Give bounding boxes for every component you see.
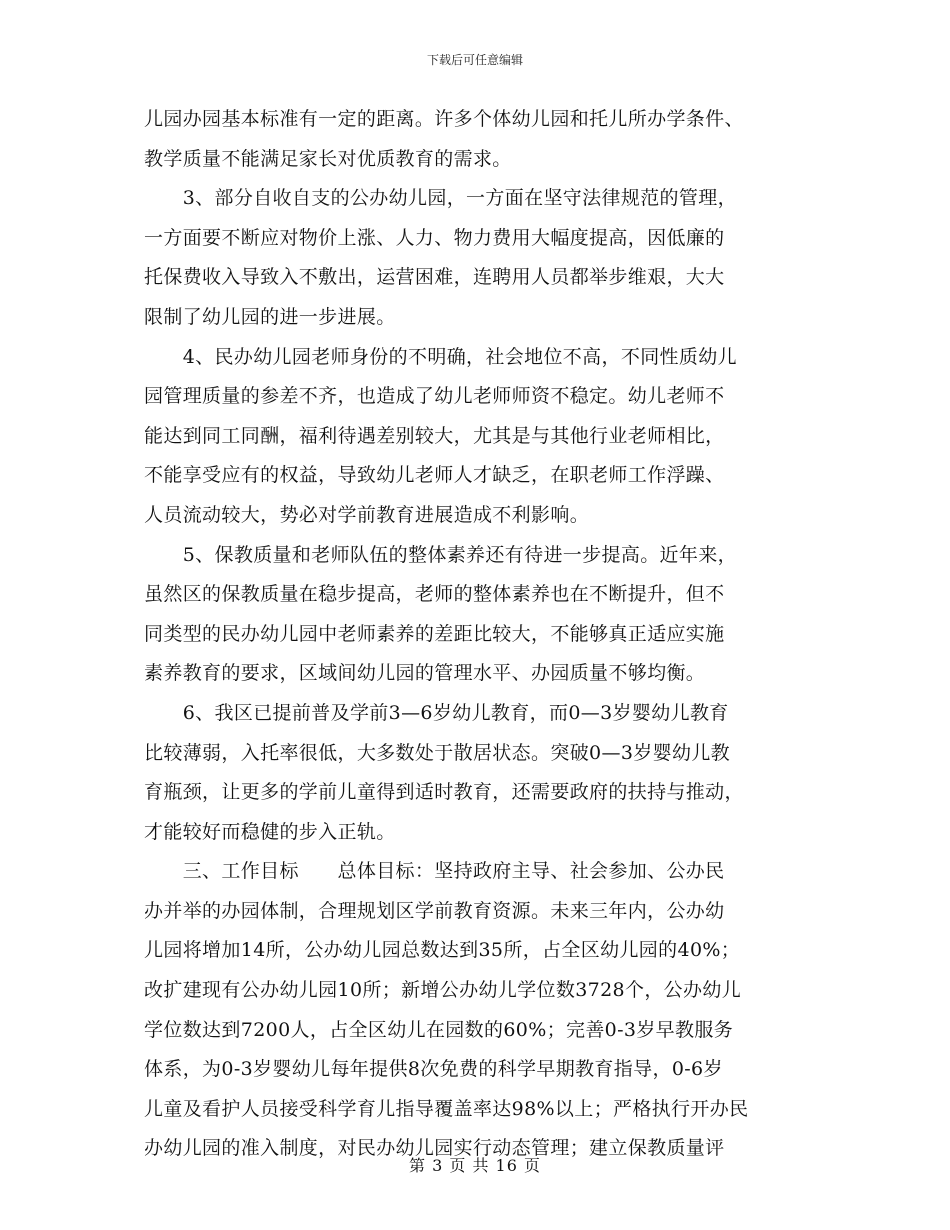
text-line: 人员流动较大，势必对学前教育进展造成不利影响。 [144, 503, 590, 526]
text-line: 限制了幼儿园的进一步进展。 [144, 305, 396, 328]
text-line: 6、我区已提前普及学前3—6岁幼儿教育，而0—3岁婴幼儿教育 [144, 701, 729, 724]
text-line: 儿园将增加14所，公办幼儿园总数达到35所，占全区幼儿园的40%； [144, 939, 741, 962]
text-line: 儿园办园基本标准有一定的距离。许多个体幼儿园和托儿所办学条件、 [144, 108, 744, 130]
text-line: 5、保教质量和老师队伍的整体素养还有待进一步提高。近年来， [144, 543, 737, 566]
text-line: 园管理质量的参差不齐，也造成了幼儿老师师资不稳定。幼儿老师不 [144, 385, 725, 408]
text-line: 育瓶颈，让更多的学前儿童得到适时教育，还需要政府的扶持与推动， [144, 781, 744, 804]
text-line: 办并举的办园体制，合理规划区学前教育资源。未来三年内，公办幼 [144, 899, 725, 922]
text-line: 托保费收入导致入不敷出，运营困难，连聘用人员都举步维艰，大大 [144, 266, 725, 289]
page-header: 下载后可任意编辑 [426, 53, 523, 67]
text-line: 能达到同工同酬，福利待遇差别较大，尤其是与其他行业老师相比， [144, 424, 725, 447]
text-line: 不能享受应有的权益，导致幼儿老师人才缺乏，在职老师工作浮躁、 [144, 464, 725, 487]
text-line: 改扩建现有公办幼儿园10所；新增公办幼儿学位数3728个，公办幼儿 [144, 979, 742, 1002]
text-line: 一方面要不断应对物价上涨、人力、物力费用大幅度提高，因低廉的 [144, 226, 725, 249]
text-line: 4、民办幼儿园老师身份的不明确，社会地位不高，不同性质幼儿 [144, 345, 737, 368]
text-line: 办幼儿园的准入制度，对民办幼儿园实行动态管理；建立保教质量评 [144, 1137, 725, 1160]
text-line: 体系，为0-3岁婴幼儿每年提供8次免费的科学早期教育指导，0-6岁 [144, 1058, 723, 1081]
text-line: 教学质量不能满足家长对优质教育的需求。 [144, 147, 512, 170]
text-line: 才能较好而稳健的步入正轨。 [144, 820, 396, 843]
text-line: 儿童及看护人员接受科学育儿指导覆盖率达98%以上；严格执行开办民 [144, 1097, 749, 1120]
text-line: 三、工作目标 总体目标：坚持政府主导、社会参加、公办民 [144, 860, 725, 883]
text-line: 素养教育的要求，区域间幼儿园的管理水平、办园质量不够均衡。 [144, 662, 706, 685]
text-line: 学位数达到7200人，占全区幼儿在园数的60%；完善0-3岁早教服务 [144, 1018, 734, 1041]
text-line: 比较薄弱，入托率很低，大多数处于散居状态。突破0—3岁婴幼儿教 [144, 741, 731, 764]
document-body [144, 100, 802, 1169]
text-line: 虽然区的保教质量在稳步提高，老师的整体素养也在不断提升，但不 [144, 583, 725, 606]
page-number-footer: 第 3 页 共 16 页 [409, 1156, 541, 1175]
text-line: 同类型的民办幼儿园中老师素养的差距比较大，不能够真正适应实施 [144, 622, 725, 645]
text-line: 3、部分自收自支的公办幼儿园，一方面在坚守法律规范的管理， [144, 187, 737, 210]
